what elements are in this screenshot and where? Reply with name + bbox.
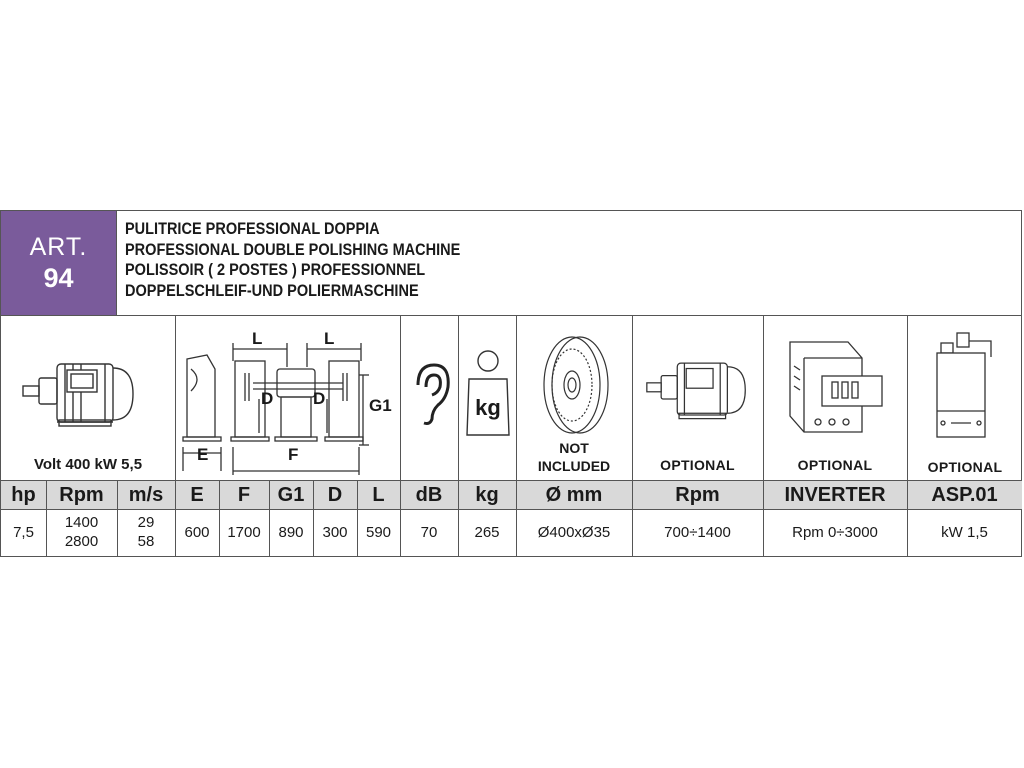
divider xyxy=(400,315,401,557)
wheel-caption-line2: INCLUDED xyxy=(537,458,611,474)
value-asp: kW 1,5 xyxy=(941,524,988,541)
header-diameter: Ø mm xyxy=(545,484,603,506)
divider xyxy=(763,315,764,557)
dim-label-f: F xyxy=(288,445,299,464)
header-db: dB xyxy=(415,484,443,506)
value-kg: 265 xyxy=(474,524,500,541)
header-kg: kg xyxy=(475,484,499,506)
header-rpm-optional: Rpm xyxy=(675,484,720,506)
optional-label-asp: OPTIONAL xyxy=(927,459,1003,475)
value-db: 70 xyxy=(420,524,438,541)
article-label: ART. xyxy=(29,233,88,261)
value-inverter: Rpm 0÷3000 xyxy=(792,524,878,541)
value-ms xyxy=(117,513,175,551)
dim-label-e: E xyxy=(197,445,209,464)
ear-icon xyxy=(408,359,454,429)
title-de: DOPPELSCHLEIF-UND POLIERMASCHINE xyxy=(125,281,419,300)
value-e: 600 xyxy=(184,524,210,541)
header-g1: G1 xyxy=(277,484,305,506)
title-block xyxy=(116,211,1022,315)
wheel-caption-line1: NOT xyxy=(559,440,589,456)
dim-label-l1: L xyxy=(252,329,263,348)
divider xyxy=(1,315,1022,316)
inverter-icon xyxy=(786,336,886,436)
value-f: 1700 xyxy=(227,524,261,541)
header-f: F xyxy=(237,484,251,506)
value-hp: 7,5 xyxy=(13,524,34,541)
spec-sheet xyxy=(0,210,1022,557)
header-e: E xyxy=(190,484,204,506)
value-rpm-2: 2800 xyxy=(64,533,99,550)
aspirator-icon xyxy=(933,331,997,441)
header-hp: hp xyxy=(11,484,36,506)
dim-label-d2: D xyxy=(313,389,326,408)
wheel-caption xyxy=(516,439,632,475)
header-ms: m/s xyxy=(128,484,164,506)
header-rpm: Rpm xyxy=(59,484,104,506)
divider xyxy=(632,315,633,557)
header-d: D xyxy=(327,484,343,506)
polishing-wheel-icon xyxy=(536,331,616,439)
divider xyxy=(907,315,908,557)
value-rpm xyxy=(46,513,117,551)
divider xyxy=(1,509,1022,510)
article-badge xyxy=(1,211,116,315)
dim-label-g1: G1 xyxy=(369,396,392,415)
speed-motor-icon xyxy=(644,356,749,424)
divider xyxy=(175,315,176,557)
weight-icon xyxy=(463,349,513,439)
value-g1: 890 xyxy=(278,524,304,541)
optional-label-rpm: OPTIONAL xyxy=(660,457,735,473)
value-rpm-1: 1400 xyxy=(64,514,99,531)
dim-label-d1: D xyxy=(261,389,274,408)
optional-label-inverter: OPTIONAL xyxy=(797,457,873,473)
motor-icon xyxy=(21,356,136,432)
header-inverter: INVERTER xyxy=(784,484,886,506)
motor-caption: Volt 400 kW 5,5 xyxy=(33,456,143,473)
value-d: 300 xyxy=(322,524,348,541)
dim-label-l2: L xyxy=(324,329,335,348)
header-l: L xyxy=(372,484,385,506)
weight-label: kg xyxy=(475,395,501,420)
article-number: 94 xyxy=(43,263,74,293)
header-asp: ASP.01 xyxy=(931,484,998,506)
title-fr: POLISSOIR ( 2 POSTES ) PROFESSIONNEL xyxy=(125,261,426,279)
value-diameter: Ø400xØ35 xyxy=(537,524,611,541)
title-it: PULITRICE PROFESSIONAL DOPPIA xyxy=(125,220,380,238)
value-ms-1: 29 xyxy=(137,514,155,531)
divider xyxy=(516,315,517,557)
value-rpm-optional: 700÷1400 xyxy=(664,524,731,541)
divider xyxy=(458,315,459,557)
title-en: PROFESSIONAL DOUBLE POLISHING MACHINE xyxy=(125,240,461,259)
value-l: 590 xyxy=(365,524,392,541)
value-ms-2: 58 xyxy=(137,533,155,550)
